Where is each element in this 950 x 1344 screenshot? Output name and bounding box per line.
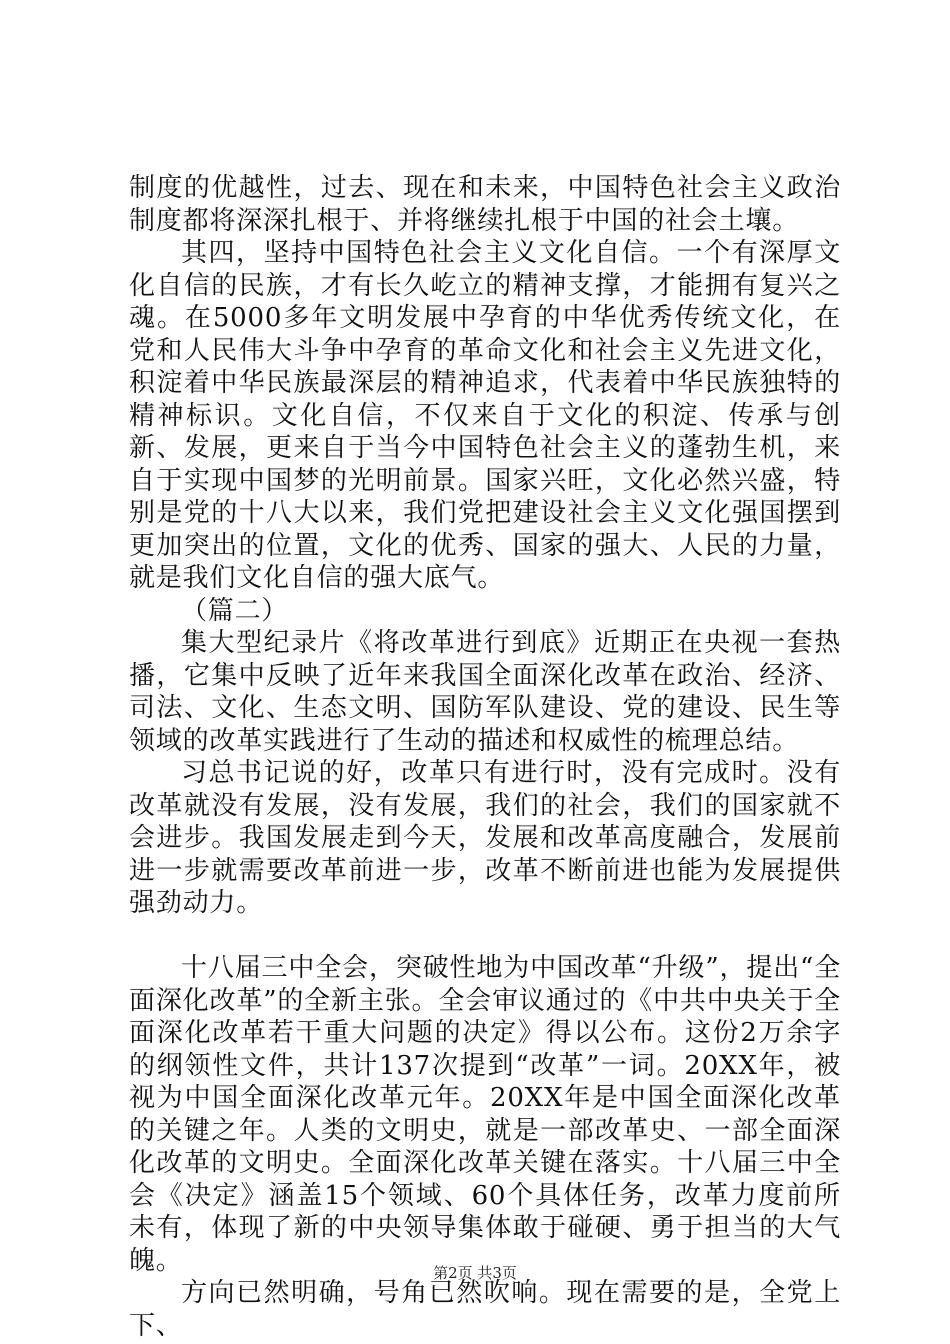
paragraph-continuation: 制度的优越性，过去、现在和未来，中国特色社会主义政治制度都将深深扎根于、并将继续扎根于中国的社会土壤。 xyxy=(129,173,841,236)
paragraph-cultural-confidence: 其四，坚持中国特色社会主义文化自信。一个有深厚文化自信的民族，才有长久屹立的精神支撑，才能拥有复兴之魂。在5000多年文明发展中孕育的中华优秀传统文化，在党和人民伟大斗争中孕育的革命文化和社会主义先进文化，积淀着中华民族最深层的精神追求，代表着中华民族独特的精神标识。文化自信，不仅来自于文化的积淀、传承与创新、发展，更来自于当今中国特色社会主义的蓬勃生机，来自于实现中国梦的光明前景。国家兴旺，文化必然兴盛，特别是党的十八大以来，我们党把建设社会主义文化强国摆到更加突出的位置，文化的优秀、国家的强大、人民的力量，就是我们文化自信的强大底气。 xyxy=(129,238,841,593)
paragraph-reform-progress: 习总书记说的好，改革只有进行时，没有完成时。没有改革就没有发展，没有发展，我们的社会，我们的国家就不会进步。我国发展走到今天，发展和改革高度融合，发展前进一步就需要改革前进一步，改革不断前进也能为发展提供强劲动力。 xyxy=(129,758,841,918)
paragraph-spacer xyxy=(129,920,841,953)
section-heading-part-two: （篇二） xyxy=(181,595,289,626)
paragraph-third-plenum: 十八届三中全会，突破性地为中国改革“升级”，提出“全面深化改革”的全新主张。全会审议通过的《中共中央关于全面深化改革若干重大问题的决定》得以公布。这份2万余字的纲领性文件，共计137次提到“改革”一词。20XX年，被视为中国全面深化改革元年。20XX年是中国全面深化改革的关键之年。人类的文明史，就是一部改革史、一部全面深化改革的文明史。全面深化改革关键在落实。十八届三中全会《决定》涵盖15个领域、60个具体任务，改革力度前所未有，体现了新的中央领导集体敢于碰硬、勇于担当的大气魄。 xyxy=(129,953,841,1276)
paragraph-documentary: 集大型纪录片《将改革进行到底》近期正在央视一套热播，它集中反映了近年来我国全面深化改革在政治、经济、司法、文化、生态文明、国防军队建设、党的建设、民生等领域的改革实践进行了生动的描述和权威性的梳理总结。 xyxy=(129,628,841,756)
paragraph-direction: 方向已然明确，号角已然吹响。现在需要的是，全党上下、 xyxy=(129,1278,841,1341)
page-number-footer: 第2页 共3页 xyxy=(433,1264,517,1282)
document-body xyxy=(129,172,841,1342)
